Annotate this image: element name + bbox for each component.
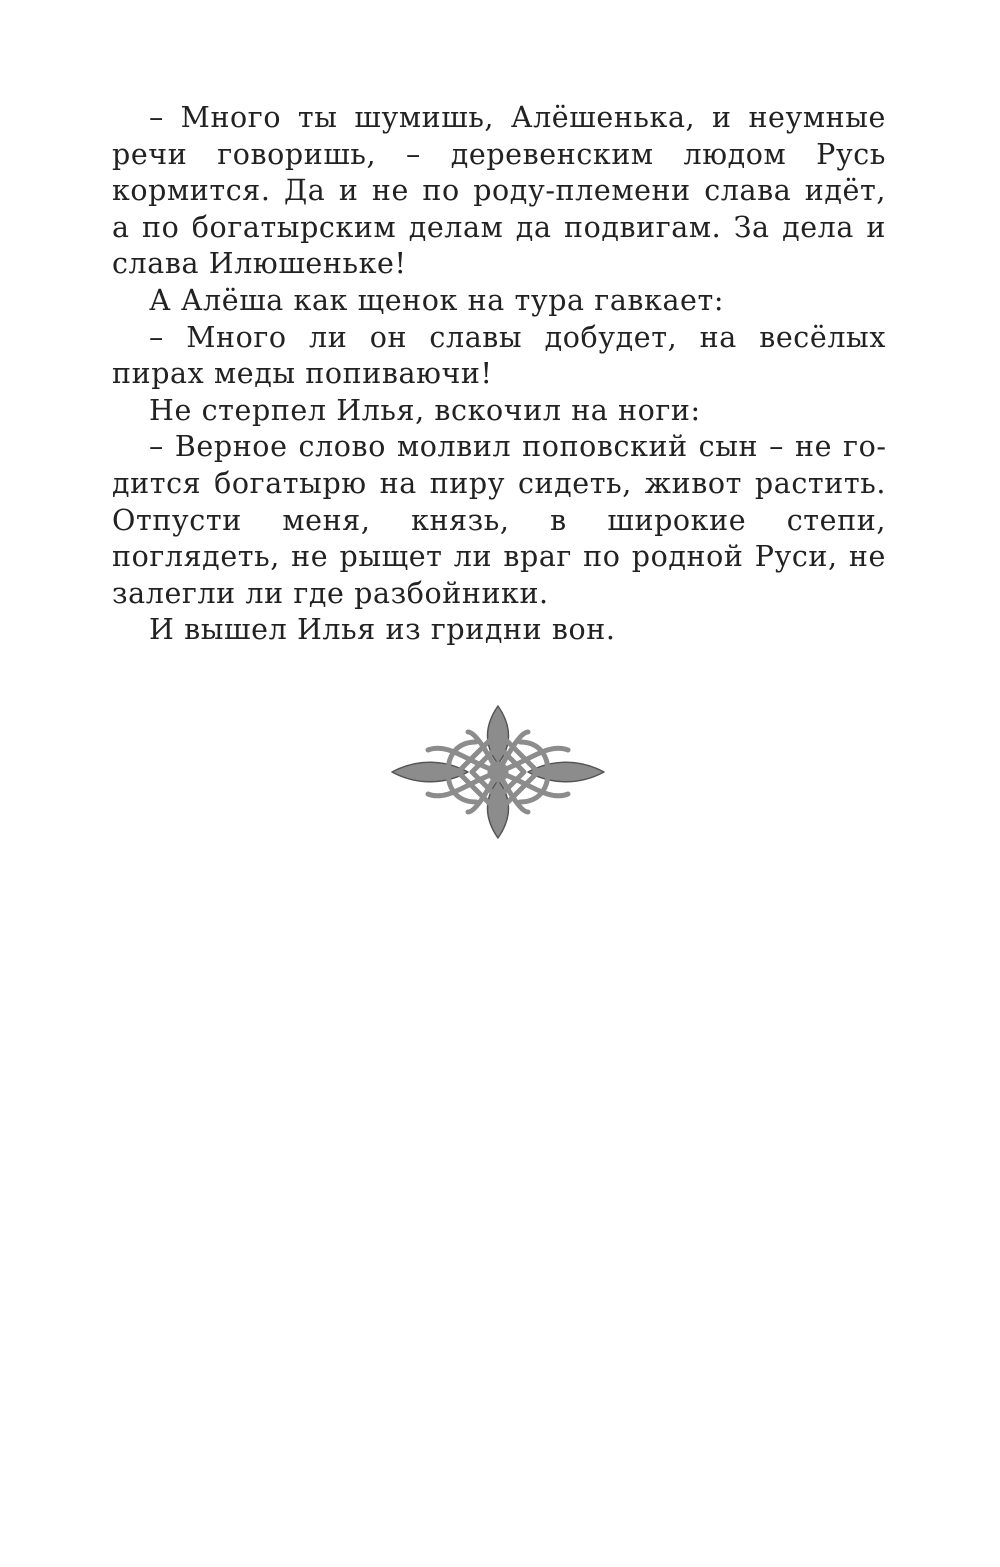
paragraph-2: А Алёша как щенок на тура гавкает: <box>149 283 725 317</box>
paragraph-5: – Верное слово молвил поповский сын – не годится богатырю на пиру сидеть, живот растить. Отпусти меня, князь, в широкие степи, поглядеть, не рыщет ли враг по родной Руси, не залегли ли где разбойники. <box>112 430 886 610</box>
paragraph-3: – Много ли он славы добудет, на весёлых пирах меды попиваючи! <box>112 320 886 391</box>
paragraph-6: И вышел Илья из гридни вон. <box>149 613 616 647</box>
paragraph-1: – Много ты шумишь, Алёшенька, и неумные речи говоришь, – деревенским людом Русь кормится. Да и не по роду-племени слава идёт, а по богатырским делам да подвигам. За дела и слава Илюшеньке! <box>112 101 886 281</box>
paragraph-4: Не стерпел Илья, вскочил на ноги: <box>149 393 701 427</box>
celtic-knot-icon <box>388 702 608 842</box>
body-text <box>112 100 886 649</box>
